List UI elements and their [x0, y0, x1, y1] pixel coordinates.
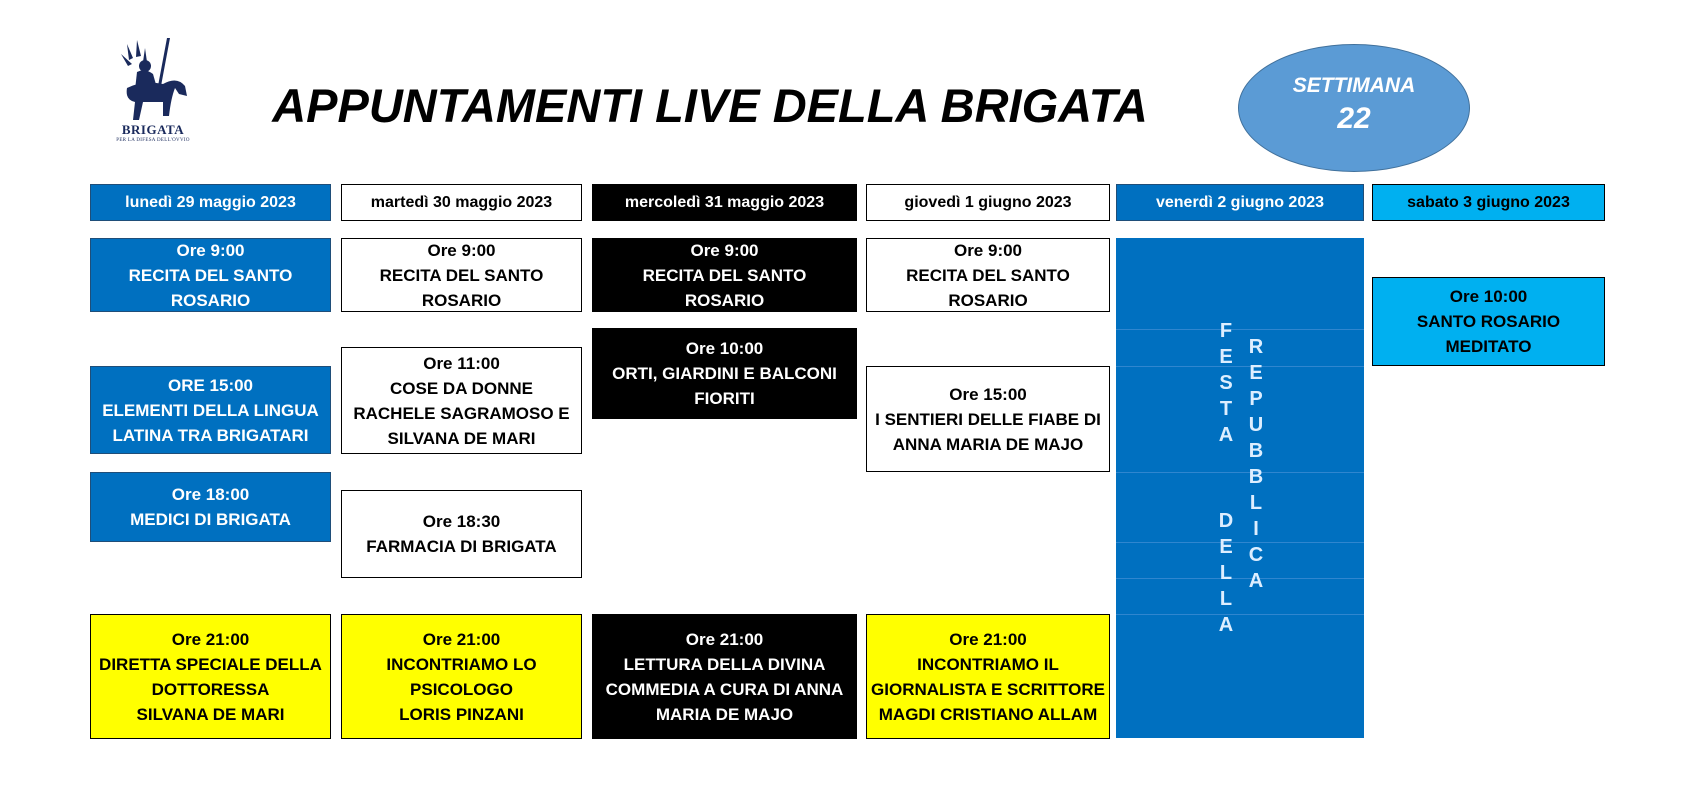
- holiday-letter: S: [1219, 372, 1233, 394]
- event-title-line: LATINA TRA BRIGATARI: [112, 425, 309, 445]
- event-title-line: MEDITATO: [1445, 337, 1532, 356]
- event-title-line: FIORITI: [694, 389, 755, 408]
- event-title-line: RECITA DEL SANTO: [642, 265, 807, 285]
- event-title-line: ROSARIO: [684, 290, 765, 310]
- holiday-letter: A: [1218, 614, 1234, 636]
- holiday-word-repubblica: [1246, 334, 1266, 594]
- event-wednesday-0900: [592, 238, 857, 312]
- event-title-line: INCONTRIAMO LO: [386, 654, 537, 674]
- day-header-thursday: giovedì 1 giugno 2023: [866, 184, 1110, 221]
- holiday-letter: F: [1219, 320, 1233, 342]
- event-thursday-0900: [866, 238, 1110, 312]
- event-tuesday-2100: [341, 614, 582, 739]
- holiday-letter: D: [1218, 510, 1234, 532]
- event-title-line: I SENTIERI DELLE FIABE DI: [875, 409, 1101, 429]
- holiday-letter: P: [1249, 388, 1263, 410]
- event-title-line: RECITA DEL SANTO: [128, 265, 293, 285]
- event-time: Ore 21:00: [422, 629, 501, 649]
- day-header-friday: venerdì 2 giugno 2023: [1116, 184, 1364, 221]
- holiday-block: [1116, 238, 1364, 738]
- brigata-logo: [108, 36, 198, 148]
- holiday-letter: E: [1219, 346, 1233, 368]
- logo-name: BRIGATA: [121, 122, 185, 137]
- event-wednesday-1000: [592, 328, 857, 419]
- event-time: Ore 18:00: [171, 485, 250, 504]
- event-title-line: RACHELE SAGRAMOSO E: [353, 403, 570, 423]
- event-title-line: RECITA DEL SANTO ROSARIO: [906, 265, 1070, 310]
- event-time: Ore 9:00: [690, 240, 759, 260]
- holiday-word-festa: [1216, 318, 1236, 448]
- event-tuesday-1830: [341, 490, 582, 578]
- logo-subtitle: PER LA DIFESA DELL'OVVIO: [116, 138, 190, 143]
- holiday-letter: R: [1248, 336, 1264, 358]
- event-time: Ore 10:00: [1449, 287, 1528, 306]
- event-title-line: MEDICI DI BRIGATA: [130, 510, 291, 529]
- holiday-letter: L: [1249, 492, 1263, 514]
- event-time: ORE 15:00: [167, 375, 254, 395]
- event-thursday-1500: [866, 366, 1110, 472]
- holiday-letter: C: [1248, 544, 1264, 566]
- holiday-letter: B: [1248, 466, 1264, 488]
- event-time: Ore 9:00: [953, 240, 1023, 260]
- day-header-monday: lunedì 29 maggio 2023: [90, 184, 331, 221]
- event-title-line: COSE DA DONNE: [390, 378, 533, 398]
- holiday-letter: I: [1253, 518, 1259, 540]
- day-header-saturday: sabato 3 giugno 2023: [1372, 184, 1605, 221]
- event-monday-2100: [90, 614, 331, 739]
- event-title-line: MARIA DE MAJO: [655, 704, 794, 724]
- day-header-wednesday: mercoledì 31 maggio 2023: [592, 184, 857, 221]
- event-title-line: FARMACIA DI BRIGATA: [366, 537, 557, 556]
- event-title-line: LETTURA DELLA DIVINA: [623, 654, 826, 674]
- knight-on-horse-icon: [113, 36, 193, 124]
- event-time: Ore 9:00: [427, 240, 496, 260]
- holiday-word-della: [1216, 508, 1236, 638]
- event-title-line: ELEMENTI DELLA LINGUA: [102, 400, 319, 420]
- holiday-letter: E: [1249, 362, 1263, 384]
- event-title-line: COMMEDIA A CURA DI ANNA: [605, 679, 844, 699]
- event-monday-0900: [90, 238, 331, 312]
- event-title-line: ORTI, GIARDINI E BALCONI: [612, 364, 837, 383]
- event-time: Ore 15:00: [949, 384, 1027, 404]
- event-title-line: DOTTORESSA: [151, 679, 270, 699]
- event-time: Ore 9:00: [176, 240, 245, 260]
- event-title-line: SILVANA DE MARI: [387, 428, 536, 448]
- holiday-letter: T: [1219, 398, 1233, 420]
- event-time: Ore 11:00: [423, 353, 500, 373]
- holiday-letter: L: [1219, 588, 1233, 610]
- event-title-line: SANTO ROSARIO: [1416, 312, 1561, 331]
- week-label: SETTIMANA: [1292, 74, 1416, 97]
- holiday-letter: U: [1248, 414, 1264, 436]
- holiday-letter: B: [1248, 440, 1264, 462]
- event-title-line: ROSARIO: [170, 290, 251, 310]
- holiday-letter: A: [1218, 424, 1234, 446]
- event-title-line: LORIS PINZANI: [399, 704, 524, 724]
- event-time: Ore 18:30: [422, 512, 501, 531]
- holiday-letter: L: [1219, 562, 1233, 584]
- holiday-letter: E: [1219, 536, 1233, 558]
- event-wednesday-2100: [592, 614, 857, 739]
- event-time: Ore 10:00: [685, 339, 764, 358]
- day-header-tuesday: martedì 30 maggio 2023: [341, 184, 582, 221]
- event-title-line: DIRETTA SPECIALE DELLA: [99, 654, 322, 674]
- event-title-line: PSICOLOGO: [410, 679, 513, 699]
- event-monday-1500: [90, 366, 331, 454]
- event-title-line: MAGDI CRISTIANO ALLAM: [878, 704, 1098, 724]
- event-tuesday-0900: [341, 238, 582, 312]
- event-monday-1800: [90, 472, 331, 542]
- event-time: Ore 21:00: [171, 629, 250, 649]
- event-time: Ore 21:00: [685, 629, 764, 649]
- event-title-line: SILVANA DE MARI: [136, 704, 285, 724]
- page-title: APPUNTAMENTI LIVE DELLA BRIGATA: [272, 79, 1148, 132]
- week-badge: [1238, 44, 1470, 172]
- event-thursday-2100: [866, 614, 1110, 739]
- event-saturday-1000: [1372, 277, 1605, 366]
- event-title-line: INCONTRIAMO IL: [917, 654, 1059, 674]
- event-title-line: GIORNALISTA E SCRITTORE: [871, 679, 1105, 699]
- event-title-line: RECITA DEL SANTO ROSARIO: [379, 265, 544, 310]
- event-time: Ore 21:00: [949, 629, 1027, 649]
- holiday-letter: A: [1248, 570, 1264, 592]
- event-title-line: ANNA MARIA DE MAJO: [892, 434, 1084, 454]
- event-tuesday-1100: [341, 347, 582, 454]
- week-number: 22: [1337, 102, 1371, 135]
